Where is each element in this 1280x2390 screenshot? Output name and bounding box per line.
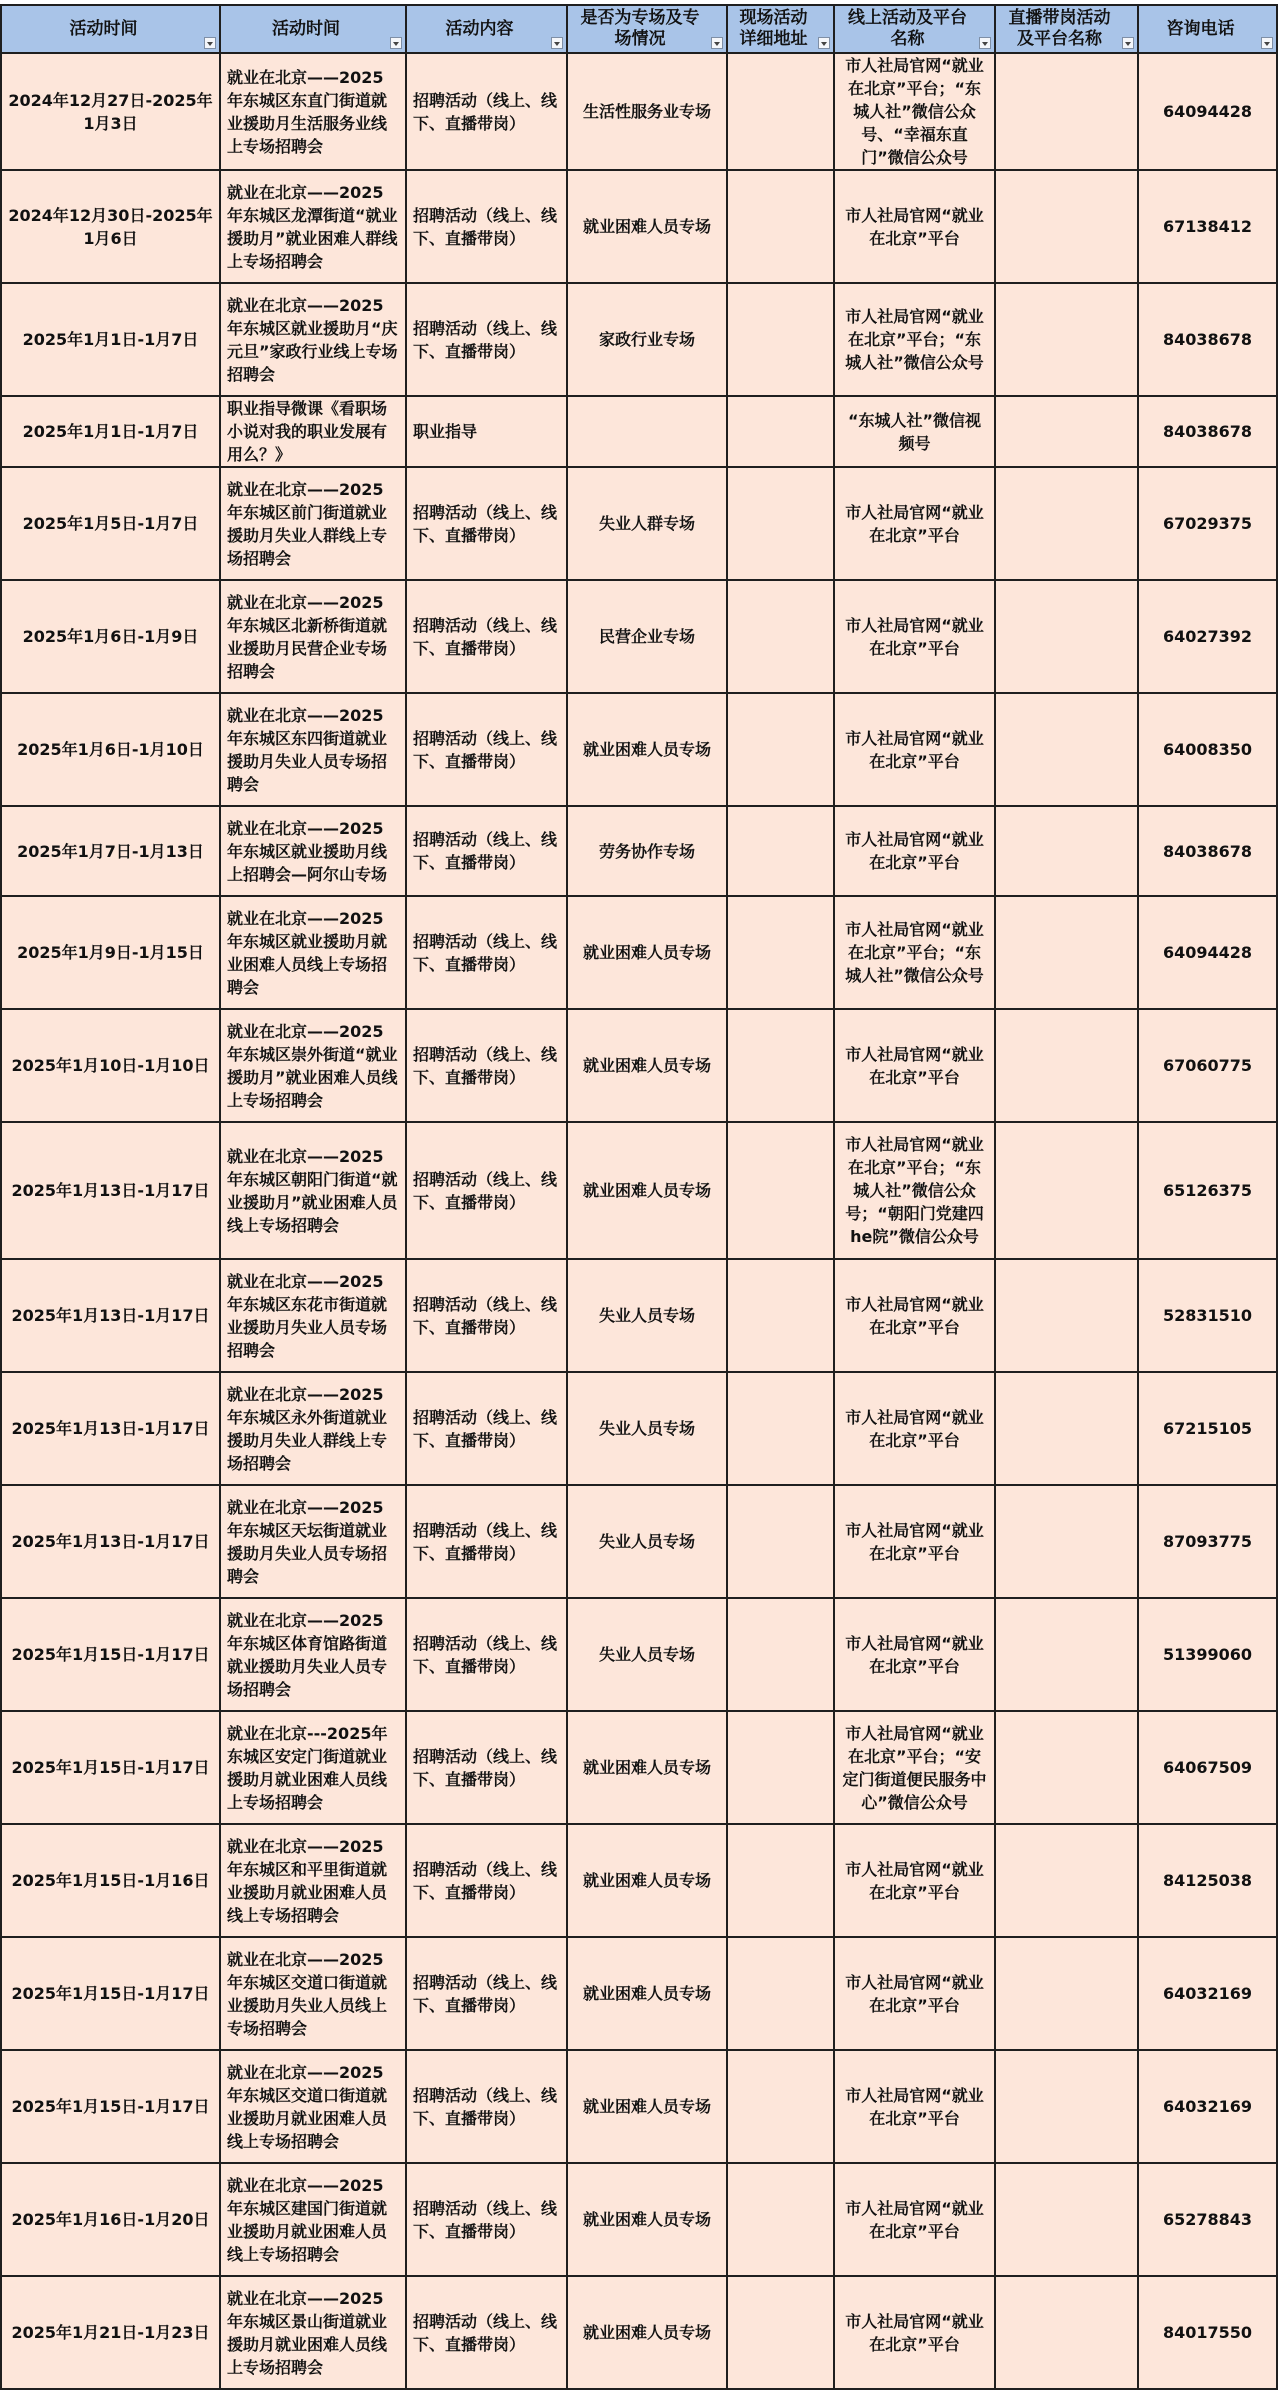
address-cell[interactable] xyxy=(727,396,834,467)
activity-content-cell[interactable]: 招聘活动（线上、线下、直播带岗） xyxy=(406,2050,567,2163)
activity-name-cell[interactable]: 就业在北京——2025年东城区永外街道就业援助月失业人群线上专场招聘会 xyxy=(220,1372,406,1485)
activity-content-cell[interactable]: 招聘活动（线上、线下、直播带岗） xyxy=(406,2276,567,2389)
table-row xyxy=(1,1122,1277,1259)
table-row xyxy=(1,396,1277,467)
activity-name-cell[interactable]: 就业在北京——2025年东城区东直门街道就业援助月生活服务业线上专场招聘会 xyxy=(220,53,406,170)
address-cell[interactable] xyxy=(727,896,834,1009)
phone-cell[interactable]: 64094428 xyxy=(1138,53,1277,170)
address-cell[interactable] xyxy=(727,2050,834,2163)
online-platform-cell[interactable]: 市人社局官网“就业在北京”平台 xyxy=(834,806,995,896)
activity-name-cell[interactable]: 就业在北京——2025年东城区就业援助月就业困难人员线上专场招聘会 xyxy=(220,896,406,1009)
livestream-platform-cell[interactable] xyxy=(995,2276,1138,2389)
table-row xyxy=(1,1711,1277,1824)
livestream-platform-cell[interactable] xyxy=(995,896,1138,1009)
table-row xyxy=(1,806,1277,896)
header-label: 是否为专场及专场情况 xyxy=(580,8,700,49)
special-session-cell[interactable]: 就业困难人员专场 xyxy=(567,693,727,806)
date-cell[interactable]: 2025年1月21日-1月23日 xyxy=(1,2276,220,2389)
livestream-platform-cell[interactable] xyxy=(995,693,1138,806)
online-platform-cell[interactable]: 市人社局官网“就业在北京”平台 xyxy=(834,467,995,580)
activity-name-cell[interactable]: 职业指导微课《看职场小说对我的职业发展有用么？》 xyxy=(220,396,406,467)
address-cell[interactable] xyxy=(727,170,834,283)
special-session-cell[interactable]: 就业困难人员专场 xyxy=(567,1122,727,1259)
special-session-cell[interactable]: 失业人员专场 xyxy=(567,1485,727,1598)
special-session-cell[interactable]: 家政行业专场 xyxy=(567,283,727,396)
date-cell[interactable]: 2025年1月9日-1月15日 xyxy=(1,896,220,1009)
online-platform-cell[interactable]: 市人社局官网“就业在北京”平台 xyxy=(834,580,995,693)
filter-dropdown-icon[interactable] xyxy=(204,37,216,49)
table-body xyxy=(1,53,1277,2389)
activity-table xyxy=(0,4,1278,2390)
activity-name-cell[interactable]: 就业在北京——2025年东城区交道口街道就业援助月就业困难人员线上专场招聘会 xyxy=(220,2050,406,2163)
address-cell[interactable] xyxy=(727,1122,834,1259)
address-cell[interactable] xyxy=(727,1485,834,1598)
livestream-platform-cell[interactable] xyxy=(995,1372,1138,1485)
activity-content-cell[interactable]: 招聘活动（线上、线下、直播带岗） xyxy=(406,580,567,693)
activity-content-cell[interactable]: 招聘活动（线上、线下、直播带岗） xyxy=(406,1122,567,1259)
phone-cell[interactable]: 64094428 xyxy=(1138,896,1277,1009)
livestream-platform-cell[interactable] xyxy=(995,396,1138,467)
phone-cell[interactable]: 67060775 xyxy=(1138,1009,1277,1122)
special-session-cell[interactable]: 失业人员专场 xyxy=(567,1598,727,1711)
header-label: 现场活动详细地址 xyxy=(739,8,808,49)
address-cell[interactable] xyxy=(727,1009,834,1122)
table-row xyxy=(1,580,1277,693)
livestream-platform-cell[interactable] xyxy=(995,2163,1138,2276)
address-cell[interactable] xyxy=(727,1937,834,2050)
header-label: 咨询电话 xyxy=(1166,18,1235,39)
activity-content-cell[interactable]: 招聘活动（线上、线下、直播带岗） xyxy=(406,1259,567,1372)
activity-name-cell[interactable]: 就业在北京——2025年东城区天坛街道就业援助月失业人员专场招聘会 xyxy=(220,1485,406,1598)
date-cell[interactable]: 2025年1月15日-1月17日 xyxy=(1,1598,220,1711)
online-platform-cell[interactable]: 市人社局官网“就业在北京”平台；“东城人社”微信公众号 xyxy=(834,896,995,1009)
filter-dropdown-icon[interactable] xyxy=(818,37,830,49)
table-row xyxy=(1,693,1277,806)
phone-cell[interactable]: 65278843 xyxy=(1138,2163,1277,2276)
date-cell[interactable]: 2025年1月10日-1月10日 xyxy=(1,1009,220,1122)
phone-cell[interactable]: 64067509 xyxy=(1138,1711,1277,1824)
date-cell[interactable]: 2025年1月15日-1月17日 xyxy=(1,2050,220,2163)
special-session-cell[interactable]: 就业困难人员专场 xyxy=(567,1937,727,2050)
address-cell[interactable] xyxy=(727,53,834,170)
date-cell[interactable]: 2025年1月7日-1月13日 xyxy=(1,806,220,896)
address-cell[interactable] xyxy=(727,580,834,693)
activity-content-cell[interactable]: 招聘活动（线上、线下、直播带岗） xyxy=(406,1485,567,1598)
special-session-cell[interactable]: 就业困难人员专场 xyxy=(567,2276,727,2389)
address-cell[interactable] xyxy=(727,1598,834,1711)
table-row xyxy=(1,283,1277,396)
header-label: 线上活动及平台名称 xyxy=(848,8,967,49)
activity-name-cell[interactable]: 就业在北京——2025年东城区北新桥街道就业援助月民营企业专场招聘会 xyxy=(220,580,406,693)
header-label: 活动时间 xyxy=(69,18,138,39)
special-session-cell[interactable]: 失业人员专场 xyxy=(567,1259,727,1372)
online-platform-cell[interactable]: 市人社局官网“就业在北京”平台 xyxy=(834,1259,995,1372)
address-cell[interactable] xyxy=(727,1711,834,1824)
address-cell[interactable] xyxy=(727,2163,834,2276)
activity-name-cell[interactable]: 就业在北京——2025年东城区就业援助月线上招聘会—阿尔山专场 xyxy=(220,806,406,896)
phone-cell[interactable]: 84038678 xyxy=(1138,806,1277,896)
activity-name-cell[interactable]: 就业在北京——2025年东城区交道口街道就业援助月失业人员线上专场招聘会 xyxy=(220,1937,406,2050)
phone-cell[interactable]: 64008350 xyxy=(1138,693,1277,806)
header-cell xyxy=(406,5,567,53)
date-cell[interactable]: 2024年12月27日-2025年1月3日 xyxy=(1,53,220,170)
livestream-platform-cell[interactable] xyxy=(995,1598,1138,1711)
header-cell xyxy=(1,5,220,53)
filter-dropdown-icon[interactable] xyxy=(1261,37,1273,49)
phone-cell[interactable]: 84038678 xyxy=(1138,396,1277,467)
phone-cell[interactable]: 64032169 xyxy=(1138,2050,1277,2163)
phone-cell[interactable]: 65126375 xyxy=(1138,1122,1277,1259)
header-cell xyxy=(995,5,1138,53)
online-platform-cell[interactable]: 市人社局官网“就业在北京”平台 xyxy=(834,1598,995,1711)
phone-cell[interactable]: 67215105 xyxy=(1138,1372,1277,1485)
activity-content-cell[interactable]: 招聘活动（线上、线下、直播带岗） xyxy=(406,1711,567,1824)
date-cell[interactable]: 2025年1月5日-1月7日 xyxy=(1,467,220,580)
table-row xyxy=(1,1485,1277,1598)
activity-name-cell[interactable]: 就业在北京——2025年东城区龙潭街道“就业援助月”就业困难人群线上专场招聘会 xyxy=(220,170,406,283)
special-session-cell[interactable]: 就业困难人员专场 xyxy=(567,1711,727,1824)
online-platform-cell[interactable]: 市人社局官网“就业在北京”平台 xyxy=(834,1485,995,1598)
phone-cell[interactable]: 64027392 xyxy=(1138,580,1277,693)
livestream-platform-cell[interactable] xyxy=(995,170,1138,283)
livestream-platform-cell[interactable] xyxy=(995,467,1138,580)
activity-content-cell[interactable]: 招聘活动（线上、线下、直播带岗） xyxy=(406,1372,567,1485)
special-session-cell[interactable] xyxy=(567,396,727,467)
activity-content-cell[interactable]: 招聘活动（线上、线下、直播带岗） xyxy=(406,1824,567,1937)
activity-name-cell[interactable]: 就业在北京——2025年东城区和平里街道就业援助月就业困难人员线上专场招聘会 xyxy=(220,1824,406,1937)
table-row xyxy=(1,467,1277,580)
address-cell[interactable] xyxy=(727,467,834,580)
activity-content-cell[interactable]: 招聘活动（线上、线下、直播带岗） xyxy=(406,1937,567,2050)
special-session-cell[interactable]: 民营企业专场 xyxy=(567,580,727,693)
activity-name-cell[interactable]: 就业在北京——2025年东城区崇外街道“就业援助月”就业困难人员线上专场招聘会 xyxy=(220,1009,406,1122)
online-platform-cell[interactable]: 市人社局官网“就业在北京”平台 xyxy=(834,1937,995,2050)
activity-content-cell[interactable]: 招聘活动（线上、线下、直播带岗） xyxy=(406,467,567,580)
online-platform-cell[interactable]: 市人社局官网“就业在北京”平台 xyxy=(834,1824,995,1937)
livestream-platform-cell[interactable] xyxy=(995,2050,1138,2163)
activity-name-cell[interactable]: 就业在北京——2025年东城区东四街道就业援助月失业人员专场招聘会 xyxy=(220,693,406,806)
address-cell[interactable] xyxy=(727,1824,834,1937)
online-platform-cell[interactable]: 市人社局官网“就业在北京”平台 xyxy=(834,1009,995,1122)
table-row xyxy=(1,1598,1277,1711)
special-session-cell[interactable]: 就业困难人员专场 xyxy=(567,170,727,283)
phone-cell[interactable]: 64032169 xyxy=(1138,1937,1277,2050)
header-label: 活动时间 xyxy=(272,18,340,39)
phone-cell[interactable]: 84017550 xyxy=(1138,2276,1277,2389)
activity-name-cell[interactable]: 就业在北京——2025年东城区体育馆路街道就业援助月失业人员专场招聘会 xyxy=(220,1598,406,1711)
activity-content-cell[interactable]: 招聘活动（线上、线下、直播带岗） xyxy=(406,693,567,806)
table-row xyxy=(1,1937,1277,2050)
online-platform-cell[interactable]: 市人社局官网“就业在北京”平台；“东城人社”微信公众号 xyxy=(834,283,995,396)
activity-content-cell[interactable]: 招聘活动（线上、线下、直播带岗） xyxy=(406,806,567,896)
date-cell[interactable]: 2024年12月30日-2025年1月6日 xyxy=(1,170,220,283)
livestream-platform-cell[interactable] xyxy=(995,580,1138,693)
date-cell[interactable]: 2025年1月15日-1月17日 xyxy=(1,1937,220,2050)
date-cell[interactable]: 2025年1月13日-1月17日 xyxy=(1,1259,220,1372)
livestream-platform-cell[interactable] xyxy=(995,1937,1138,2050)
header-row xyxy=(1,5,1277,53)
livestream-platform-cell[interactable] xyxy=(995,283,1138,396)
phone-cell[interactable]: 67138412 xyxy=(1138,170,1277,283)
address-cell[interactable] xyxy=(727,2276,834,2389)
header-cell xyxy=(727,5,834,53)
livestream-platform-cell[interactable] xyxy=(995,1009,1138,1122)
header-cell xyxy=(1138,5,1277,53)
special-session-cell[interactable]: 就业困难人员专场 xyxy=(567,896,727,1009)
special-session-cell[interactable]: 就业困难人员专场 xyxy=(567,1824,727,1937)
phone-cell[interactable]: 52831510 xyxy=(1138,1259,1277,1372)
online-platform-cell[interactable]: 市人社局官网“就业在北京”平台 xyxy=(834,1372,995,1485)
online-platform-cell[interactable]: 市人社局官网“就业在北京”平台 xyxy=(834,693,995,806)
activity-content-cell[interactable]: 招聘活动（线上、线下、直播带岗） xyxy=(406,2163,567,2276)
livestream-platform-cell[interactable] xyxy=(995,1122,1138,1259)
online-platform-cell[interactable]: 市人社局官网“就业在北京”平台；“安定门街道便民服务中心”微信公众号 xyxy=(834,1711,995,1824)
date-cell[interactable]: 2025年1月1日-1月7日 xyxy=(1,283,220,396)
phone-cell[interactable]: 67029375 xyxy=(1138,467,1277,580)
activity-content-cell[interactable]: 招聘活动（线上、线下、直播带岗） xyxy=(406,283,567,396)
special-session-cell[interactable]: 失业人群专场 xyxy=(567,467,727,580)
date-cell[interactable]: 2025年1月1日-1月7日 xyxy=(1,396,220,467)
table-row xyxy=(1,53,1277,170)
filter-dropdown-icon[interactable] xyxy=(979,37,991,49)
date-cell[interactable]: 2025年1月16日-1月20日 xyxy=(1,2163,220,2276)
online-platform-cell[interactable]: 市人社局官网“就业在北京”平台 xyxy=(834,2276,995,2389)
table-row xyxy=(1,2276,1277,2389)
table-row xyxy=(1,170,1277,283)
livestream-platform-cell[interactable] xyxy=(995,53,1138,170)
activity-name-cell[interactable]: 就业在北京——2025年东城区前门街道就业援助月失业人群线上专场招聘会 xyxy=(220,467,406,580)
activity-content-cell[interactable]: 招聘活动（线上、线下、直播带岗） xyxy=(406,53,567,170)
livestream-platform-cell[interactable] xyxy=(995,1711,1138,1824)
phone-cell[interactable]: 84038678 xyxy=(1138,283,1277,396)
table-row xyxy=(1,2163,1277,2276)
livestream-platform-cell[interactable] xyxy=(995,1259,1138,1372)
activity-content-cell[interactable]: 招聘活动（线上、线下、直播带岗） xyxy=(406,170,567,283)
header-cell xyxy=(834,5,995,53)
online-platform-cell[interactable]: 市人社局官网“就业在北京”平台；“东城人社”微信公众号；“朝阳门党建四he院”微信公众号 xyxy=(834,1122,995,1259)
filter-dropdown-icon[interactable] xyxy=(390,37,402,49)
table-row xyxy=(1,1259,1277,1372)
table-row xyxy=(1,1009,1277,1122)
activity-name-cell[interactable]: 就业在北京——2025年东城区景山街道就业援助月就业困难人员线上专场招聘会 xyxy=(220,2276,406,2389)
special-session-cell[interactable]: 就业困难人员专场 xyxy=(567,2050,727,2163)
special-session-cell[interactable]: 失业人员专场 xyxy=(567,1372,727,1485)
phone-cell[interactable]: 51399060 xyxy=(1138,1598,1277,1711)
activity-name-cell[interactable]: 就业在北京——2025年东城区建国门街道就业援助月就业困难人员线上专场招聘会 xyxy=(220,2163,406,2276)
header-cell xyxy=(220,5,406,53)
date-cell[interactable]: 2025年1月6日-1月9日 xyxy=(1,580,220,693)
phone-cell[interactable]: 87093775 xyxy=(1138,1485,1277,1598)
livestream-platform-cell[interactable] xyxy=(995,1824,1138,1937)
table-row xyxy=(1,896,1277,1009)
date-cell[interactable]: 2025年1月13日-1月17日 xyxy=(1,1485,220,1598)
date-cell[interactable]: 2025年1月15日-1月16日 xyxy=(1,1824,220,1937)
table-row xyxy=(1,1372,1277,1485)
livestream-platform-cell[interactable] xyxy=(995,806,1138,896)
livestream-platform-cell[interactable] xyxy=(995,1485,1138,1598)
activity-content-cell[interactable]: 招聘活动（线上、线下、直播带岗） xyxy=(406,896,567,1009)
address-cell[interactable] xyxy=(727,693,834,806)
activity-name-cell[interactable]: 就业在北京——2025年东城区朝阳门街道“就业援助月”就业困难人员线上专场招聘会 xyxy=(220,1122,406,1259)
table-row xyxy=(1,1824,1277,1937)
filter-dropdown-icon[interactable] xyxy=(1122,37,1134,49)
activity-name-cell[interactable]: 就业在北京——2025年东城区就业援助月“庆元旦”家政行业线上专场招聘会 xyxy=(220,283,406,396)
table-row xyxy=(1,2050,1277,2163)
activity-content-cell[interactable]: 招聘活动（线上、线下、直播带岗） xyxy=(406,1009,567,1122)
header-label: 直播带岗活动及平台名称 xyxy=(1008,8,1111,49)
online-platform-cell[interactable]: “东城人社”微信视频号 xyxy=(834,396,995,467)
online-platform-cell[interactable]: 市人社局官网“就业在北京”平台 xyxy=(834,170,995,283)
address-cell[interactable] xyxy=(727,283,834,396)
online-platform-cell[interactable]: 市人社局官网“就业在北京”平台 xyxy=(834,2163,995,2276)
filter-dropdown-icon[interactable] xyxy=(711,37,723,49)
activity-content-cell[interactable]: 职业指导 xyxy=(406,396,567,467)
special-session-cell[interactable]: 生活性服务业专场 xyxy=(567,53,727,170)
online-platform-cell[interactable]: 市人社局官网“就业在北京”平台 xyxy=(834,2050,995,2163)
date-cell[interactable]: 2025年1月13日-1月17日 xyxy=(1,1372,220,1485)
date-cell[interactable]: 2025年1月13日-1月17日 xyxy=(1,1122,220,1259)
header-label: 活动内容 xyxy=(445,18,514,39)
address-cell[interactable] xyxy=(727,1372,834,1485)
online-platform-cell[interactable]: 市人社局官网“就业在北京”平台；“东城人社”微信公众号、“幸福东直门”微信公众号 xyxy=(834,53,995,170)
activity-content-cell[interactable]: 招聘活动（线上、线下、直播带岗） xyxy=(406,1598,567,1711)
activity-name-cell[interactable]: 就业在北京——2025年东城区东花市街道就业援助月失业人员专场招聘会 xyxy=(220,1259,406,1372)
address-cell[interactable] xyxy=(727,806,834,896)
date-cell[interactable]: 2025年1月15日-1月17日 xyxy=(1,1711,220,1824)
date-cell[interactable]: 2025年1月6日-1月10日 xyxy=(1,693,220,806)
filter-dropdown-icon[interactable] xyxy=(551,37,563,49)
special-session-cell[interactable]: 就业困难人员专场 xyxy=(567,1009,727,1122)
header-cell xyxy=(567,5,727,53)
special-session-cell[interactable]: 劳务协作专场 xyxy=(567,806,727,896)
special-session-cell[interactable]: 就业困难人员专场 xyxy=(567,2163,727,2276)
activity-name-cell[interactable]: 就业在北京---2025年东城区安定门街道就业援助月就业困难人员线上专场招聘会 xyxy=(220,1711,406,1824)
address-cell[interactable] xyxy=(727,1259,834,1372)
phone-cell[interactable]: 84125038 xyxy=(1138,1824,1277,1937)
